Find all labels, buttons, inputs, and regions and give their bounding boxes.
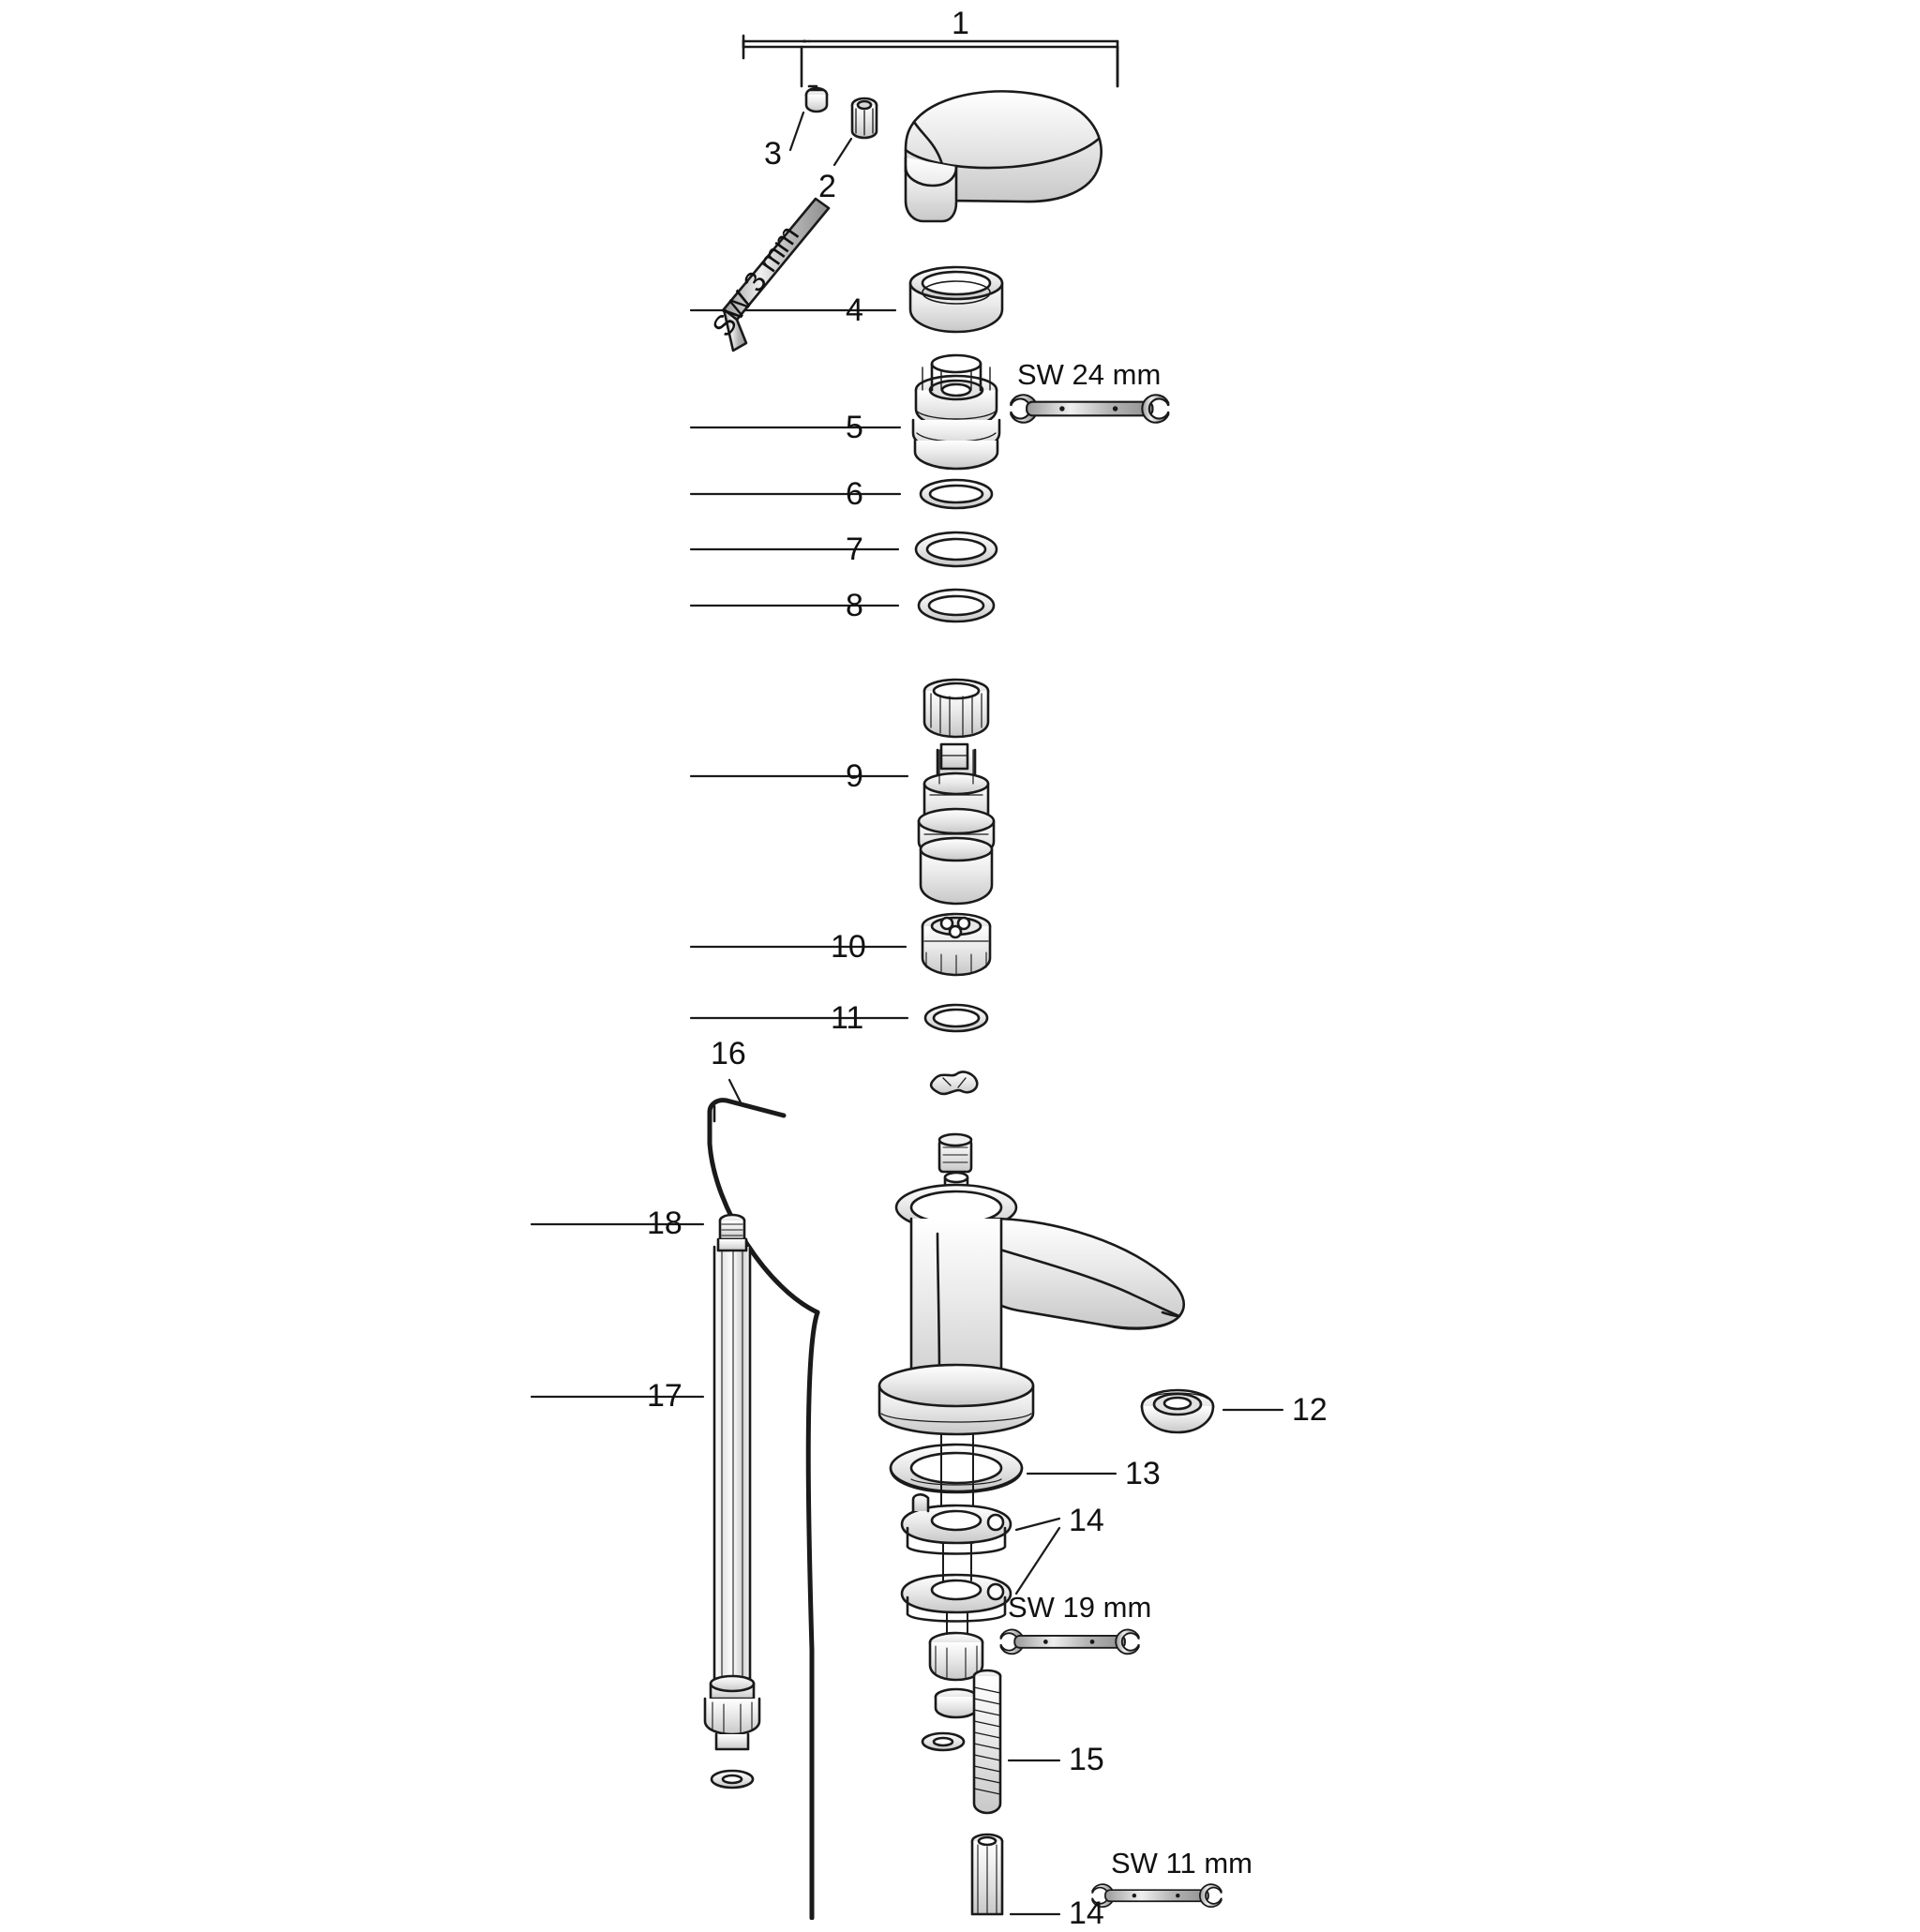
faucet-body xyxy=(879,1134,1184,1434)
callout-16: 16 xyxy=(711,1036,746,1071)
part-13-base-gasket xyxy=(891,1445,1022,1492)
callout-9: 9 xyxy=(846,758,863,794)
callout-15: 15 xyxy=(1069,1742,1104,1777)
callout-10: 10 xyxy=(831,929,866,965)
part-5-cartridge-nut xyxy=(913,355,999,469)
part-12-aerator xyxy=(1142,1390,1213,1432)
part-15-threaded-rod xyxy=(974,1670,1000,1813)
wrench-sw19 xyxy=(1001,1630,1139,1655)
part-11-seal-ring xyxy=(925,1005,987,1031)
retaining-clip xyxy=(931,1072,977,1094)
callout-12: 12 xyxy=(1292,1392,1328,1428)
leader-16 xyxy=(729,1080,741,1102)
tool-label-sw-3mm: SW 3 mm xyxy=(705,218,806,343)
wrench-sw11 xyxy=(1092,1884,1222,1907)
part-7-o-ring xyxy=(916,532,997,566)
washer xyxy=(922,1733,964,1750)
callout-13: 13 xyxy=(1125,1456,1161,1491)
tool-label-sw-11mm: SW 11 mm xyxy=(1111,1847,1252,1880)
callout-17: 17 xyxy=(647,1378,682,1414)
tool-label-sw-24mm: SW 24 mm xyxy=(1017,358,1162,391)
part-4-cap-ring xyxy=(910,267,1002,332)
callout-6: 6 xyxy=(846,476,863,512)
leader-2 xyxy=(834,139,851,165)
leader-14 xyxy=(1016,1519,1059,1594)
callout-5: 5 xyxy=(846,410,863,445)
callout-8: 8 xyxy=(846,588,863,623)
callout-11: 11 xyxy=(831,1000,864,1036)
tool-label-sw-19mm: SW 19 mm xyxy=(1008,1591,1152,1624)
callout-14: 14 xyxy=(1069,1503,1104,1538)
part-2-sleeve xyxy=(852,98,877,138)
part-10-flow-regulator xyxy=(922,914,990,975)
part-1-lever-handle xyxy=(906,91,1102,221)
part-17-flexible-hose xyxy=(714,1247,750,1684)
leader-line-1 xyxy=(743,28,1118,86)
part-14b-nut-sleeve xyxy=(972,1835,1002,1914)
callout-7: 7 xyxy=(846,532,863,567)
part-8-o-ring xyxy=(919,590,994,622)
callout-18: 18 xyxy=(647,1206,682,1241)
part-3-set-screw xyxy=(806,86,827,112)
callout-1: 1 xyxy=(952,6,969,41)
hose-washer xyxy=(712,1771,753,1788)
leader-3 xyxy=(790,112,803,150)
part-9-cartridge xyxy=(919,680,994,904)
callout-14-lower: 14 xyxy=(1069,1895,1104,1931)
wrench-sw24 xyxy=(1011,395,1168,422)
hose-end-fitting xyxy=(705,1676,759,1749)
part-6-o-ring xyxy=(921,480,992,508)
callout-3: 3 xyxy=(764,136,782,172)
callout-4: 4 xyxy=(846,292,863,328)
part-14-mounting-bracket xyxy=(902,1494,1011,1621)
part-18-hose-connector xyxy=(718,1215,746,1251)
callout-2: 2 xyxy=(818,169,836,204)
